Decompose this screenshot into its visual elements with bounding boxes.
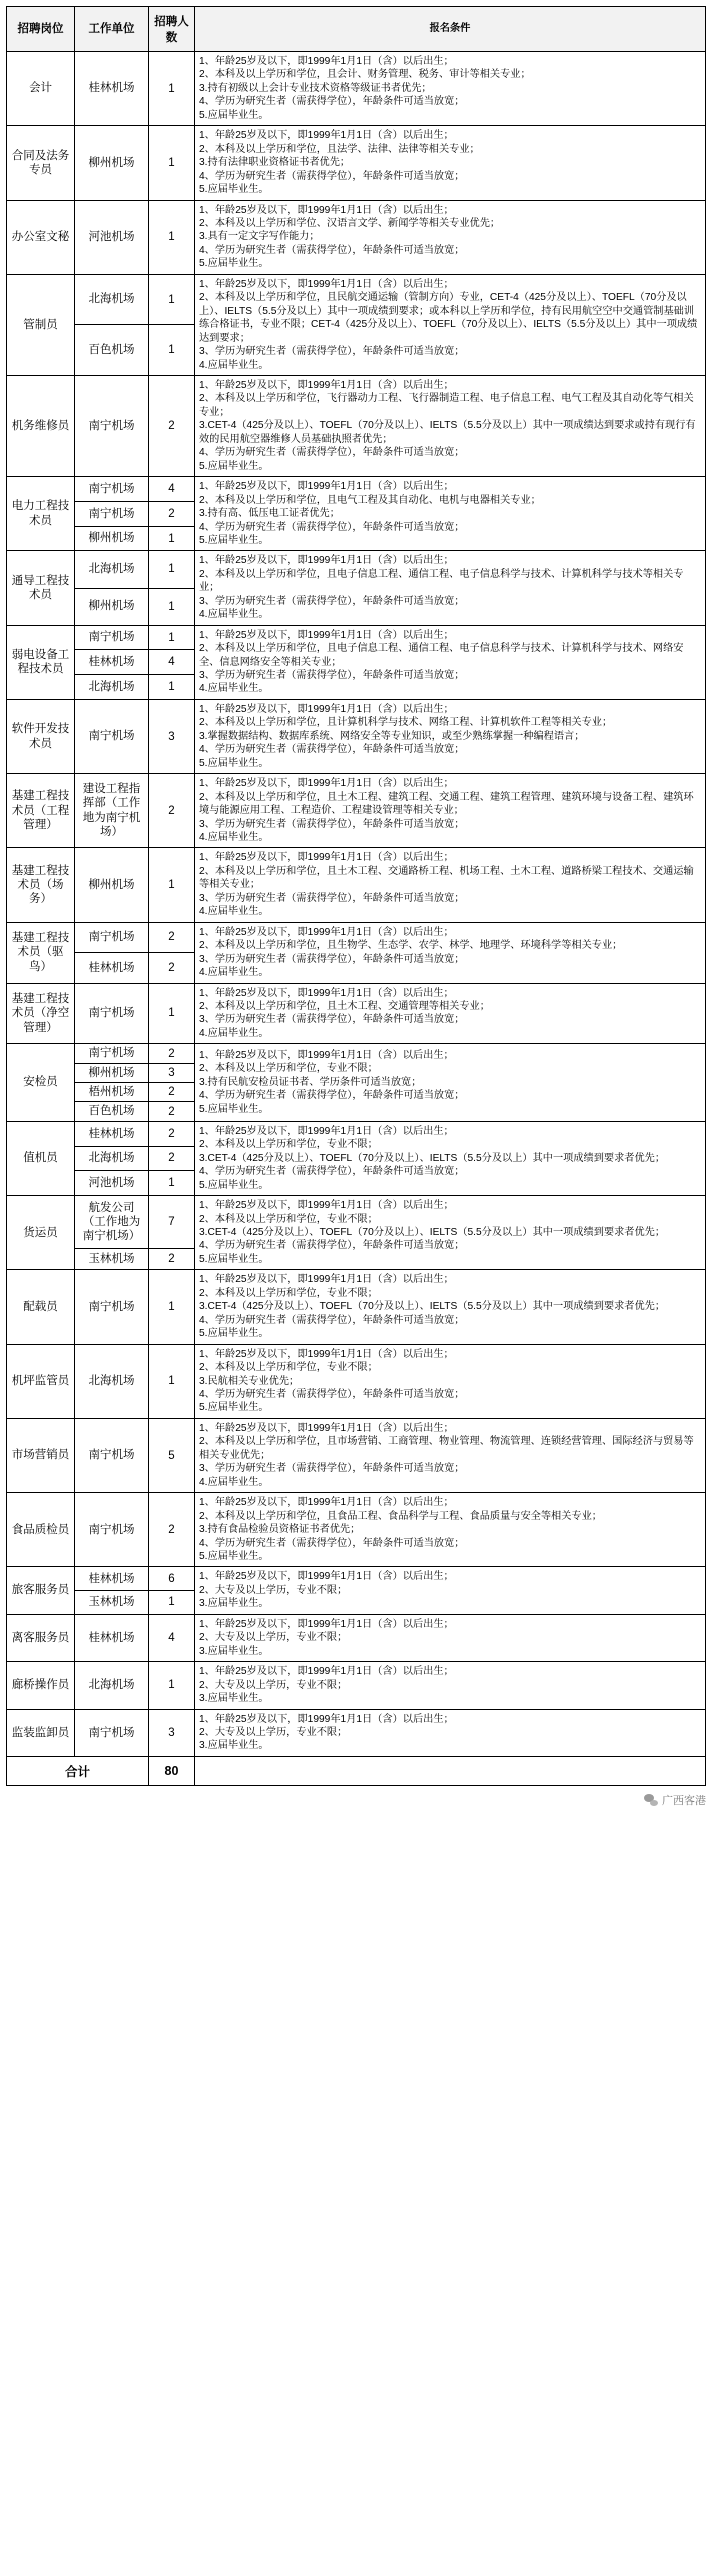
cell-unit: 梧州机场 — [75, 1083, 149, 1102]
cell-number: 1 — [149, 625, 195, 650]
table-row — [7, 1344, 706, 1418]
cell-unit: 南宁机场 — [75, 1709, 149, 1756]
cell-conditions: 1、年龄25岁及以下，即1999年1月1日（含）以后出生； 2、本科及以上学历和学位，且民航交通运输（管制方向）专业，CET-4（425分及以上）、TOEFL（70分及以上）、IELTS（5.5分及以上）其中一项成绩到要求；或本科以上学历和学位，持有民用航空空中交通管制基础训练合格证书，专业不限；CET-4（425分及以上）、TOEFL（70分及以上）、IELTS（5.5分及以上）其中一项成绩达到要求； 3、学历为研究生者（需获得学位），年龄条件可适当放宽； 4.应届毕业生。 — [195, 274, 706, 375]
cell-number: 1 — [149, 1344, 195, 1418]
table-row — [7, 1418, 706, 1492]
cell-unit: 柳州机场 — [75, 1063, 149, 1082]
cell-number: 7 — [149, 1196, 195, 1249]
cell-conditions: 1、年龄25岁及以下，即1999年1月1日（含）以后出生； 2、本科及以上学历和学位，专业不限； 3.CET-4（425分及以上）、TOEFL（70分及以上）、IELTS（5.5分及以上）其中一项成绩到要求者优先； 4、学历为研究生者（需获得学位），年龄条件可适当放宽； 5.应届毕业生。 — [195, 1270, 706, 1344]
cell-number: 2 — [149, 774, 195, 848]
cell-number: 2 — [149, 1102, 195, 1121]
cell-conditions: 1、年龄25岁及以下，即1999年1月1日（含）以后出生； 2、本科及以上学历和学位，专业不限； 3.CET-4（425分及以上）、TOEFL（70分及以上）、IELTS（5.5分及以上）其中一项成绩到要求者优先； 4、学历为研究生者（需获得学位），年龄条件可适当放宽； 5.应届毕业生。 — [195, 1121, 706, 1195]
cell-unit: 南宁机场 — [75, 375, 149, 476]
table-row — [7, 774, 706, 848]
cell-unit: 河池机场 — [75, 200, 149, 274]
cell-post: 基建工程技术员（净空管理） — [7, 983, 75, 1044]
cell-number: 1 — [149, 675, 195, 700]
cell-conditions: 1、年龄25岁及以下，即1999年1月1日（含）以后出生； 2、本科及以上学历和学位，飞行器动力工程、飞行器制造工程、电子信息工程、电气工程及其自动化等气相关专业； 3.CET-4（425分及以上）、TOEFL（70分及以上）、IELTS（5.5分及以上）其中一项成绩达到要求或持有现行有效的民用航空器维修人员基础执照者优先； 4、学历为研究生者（需获得学位），年龄条件可适当放宽； 5.应届毕业生。 — [195, 375, 706, 476]
table-row — [7, 1614, 706, 1661]
footer-watermark — [6, 1792, 706, 1808]
cell-number: 1 — [149, 200, 195, 274]
table-row — [7, 1121, 706, 1146]
cell-number: 1 — [149, 983, 195, 1044]
cell-unit: 桂林机场 — [75, 650, 149, 675]
cell-unit: 桂林机场 — [75, 953, 149, 983]
cell-conditions: 1、年龄25岁及以下，即1999年1月1日（含）以后出生； 2、本科及以上学历和学位，且计算机科学与技术、网络工程、计算机软件工程等相关专业； 3.掌握数据结构、数据库系统、网络安全等专业知识，或至少熟练掌握一种编程语言； 4、学历为研究生者（需获得学位），年龄条件可适当放宽； 5.应届毕业生。 — [195, 699, 706, 773]
cell-number: 1 — [149, 274, 195, 325]
table-row — [7, 1662, 706, 1709]
cell-unit: 玉林机场 — [75, 1591, 149, 1615]
cell-post: 安检员 — [7, 1044, 75, 1122]
cell-unit: 北海机场 — [75, 1662, 149, 1709]
cell-conditions: 1、年龄25岁及以下，即1999年1月1日（含）以后出生； 2、本科及以上学历和学位，且土木工程、交通路桥工程、机场工程、土木工程、道路桥梁工程技术、交通运输等相关专业； 3、学历为研究生者（需获得学位），年龄条件可适当放宽； 4.应届毕业生。 — [195, 848, 706, 922]
footer-label: 广西客港 — [662, 1794, 706, 1807]
cell-conditions: 1、年龄25岁及以下，即1999年1月1日（含）以后出生； 2、本科及以上学历和学位，专业不限； 3.CET-4（425分及以上）、TOEFL（70分及以上）、IELTS（5.5分及以上）其中一项成绩到要求者优先； 4、学历为研究生者（需获得学位），年龄条件可适当放宽； 5.应届毕业生。 — [195, 1196, 706, 1270]
cell-number: 1 — [149, 1591, 195, 1615]
cell-unit: 桂林机场 — [75, 1567, 149, 1591]
cell-post: 廊桥操作员 — [7, 1662, 75, 1709]
cell-post: 管制员 — [7, 274, 75, 375]
cell-conditions: 1、年龄25岁及以下，即1999年1月1日（含）以后出生； 2、本科及以上学历和学位，且法学、法律、法律等相关专业； 3.持有法律职业资格证书者优先； 4、学历为研究生者（需获得学位），年龄条件可适当放宽； 5.应届毕业生。 — [195, 126, 706, 200]
cell-unit: 南宁机场 — [75, 1270, 149, 1344]
cell-number: 2 — [149, 501, 195, 526]
table-row — [7, 1196, 706, 1249]
cell-unit: 柳州机场 — [75, 126, 149, 200]
cell-conditions: 1、年龄25岁及以下，即1999年1月1日（含）以后出生； 2、大专及以上学历，专业不限； 3.应届毕业生。 — [195, 1662, 706, 1709]
cell-conditions: 1、年龄25岁及以下，即1999年1月1日（含）以后出生； 2、本科及以上学历和学位，且会计、财务管理、税务、审计等相关专业； 3.持有初级以上会计专业技术资格等级证书者优先； 4、学历为研究生者（需获得学位），年龄条件可适当放宽； 5.应届毕业生。 — [195, 52, 706, 126]
cell-post: 监装监卸员 — [7, 1709, 75, 1756]
cell-unit: 玉林机场 — [75, 1249, 149, 1270]
cell-conditions: 1、年龄25岁及以下，即1999年1月1日（含）以后出生； 2、大专及以上学历，专业不限； 3.应届毕业生。 — [195, 1567, 706, 1614]
cell-unit: 南宁机场 — [75, 922, 149, 952]
cell-post: 配载员 — [7, 1270, 75, 1344]
cell-post: 会计 — [7, 52, 75, 126]
cell-number: 2 — [149, 1493, 195, 1567]
cell-post: 旅客服务员 — [7, 1567, 75, 1614]
cell-unit: 柳州机场 — [75, 848, 149, 922]
cell-unit: 桂林机场 — [75, 52, 149, 126]
cell-unit: 南宁机场 — [75, 477, 149, 502]
cell-unit: 南宁机场 — [75, 625, 149, 650]
cell-unit: 百色机场 — [75, 325, 149, 376]
table-row — [7, 1709, 706, 1756]
cell-post: 基建工程技术员（工程管理） — [7, 774, 75, 848]
table-row — [7, 551, 706, 588]
wechat-icon — [644, 1794, 658, 1806]
table-row — [7, 126, 706, 200]
total-row — [7, 1756, 706, 1785]
cell-post: 市场营销员 — [7, 1418, 75, 1492]
header-number: 招聘人数 — [149, 7, 195, 52]
cell-number: 6 — [149, 1567, 195, 1591]
table-row — [7, 477, 706, 502]
cell-unit: 河池机场 — [75, 1171, 149, 1196]
cell-conditions: 1、年龄25岁及以下，即1999年1月1日（含）以后出生； 2、本科及以上学历和学位，且市场营销、工商管理、物业管理、物流管理、连锁经营管理、国际经济与贸易等相关专业优先； 3、学历为研究生者（需获得学位），年龄条件可适当放宽； 4.应届毕业生。 — [195, 1418, 706, 1492]
cell-unit: 南宁机场 — [75, 1493, 149, 1567]
cell-conditions: 1、年龄25岁及以下，即1999年1月1日（含）以后出生； 2、本科及以上学历和学位，且电气工程及其自动化、电机与电器相关专业； 3.持有高、低压电工证者优先； 4、学历为研究生者（需获得学位），年龄条件可适当放宽； 5.应届毕业生。 — [195, 477, 706, 551]
total-blank — [195, 1756, 706, 1785]
cell-post: 食品质检员 — [7, 1493, 75, 1567]
cell-number: 3 — [149, 699, 195, 773]
cell-conditions: 1、年龄25岁及以下，即1999年1月1日（含）以后出生； 2、本科及以上学历和学位，且食品工程、食品科学与工程、食品质量与安全等相关专业； 3.持有食品检验员资格证书者优先； 4、学历为研究生者（需获得学位），年龄条件可适当放宽； 5.应届毕业生。 — [195, 1493, 706, 1567]
cell-unit: 北海机场 — [75, 551, 149, 588]
cell-conditions: 1、年龄25岁及以下，即1999年1月1日（含）以后出生； 2、大专及以上学历，专业不限； 3.应届毕业生。 — [195, 1614, 706, 1661]
cell-number: 1 — [149, 1171, 195, 1196]
cell-unit: 南宁机场 — [75, 1418, 149, 1492]
cell-number: 2 — [149, 1083, 195, 1102]
table-row — [7, 274, 706, 325]
cell-post: 值机员 — [7, 1121, 75, 1195]
cell-post: 通导工程技术员 — [7, 551, 75, 625]
header-post: 招聘岗位 — [7, 7, 75, 52]
cell-unit: 百色机场 — [75, 1102, 149, 1121]
cell-post: 软件开发技术员 — [7, 699, 75, 773]
cell-post: 机务维修员 — [7, 375, 75, 476]
cell-number: 4 — [149, 650, 195, 675]
cell-post: 离客服务员 — [7, 1614, 75, 1661]
cell-unit: 北海机场 — [75, 1146, 149, 1171]
cell-number: 2 — [149, 1121, 195, 1146]
cell-post: 办公室文秘 — [7, 200, 75, 274]
header-row — [7, 7, 706, 52]
cell-conditions: 1、年龄25岁及以下，即1999年1月1日（含）以后出生； 2、大专及以上学历，专业不限； 3.应届毕业生。 — [195, 1709, 706, 1756]
cell-number: 1 — [149, 1662, 195, 1709]
cell-unit: 建设工程指挥部（工作地为南宁机场） — [75, 774, 149, 848]
table-row — [7, 1044, 706, 1063]
cell-number: 1 — [149, 588, 195, 625]
recruitment-table — [6, 6, 706, 1786]
cell-post: 机坪监管员 — [7, 1344, 75, 1418]
table-header — [7, 7, 706, 52]
cell-post: 弱电设备工程技术员 — [7, 625, 75, 699]
table-row — [7, 52, 706, 126]
cell-unit: 柳州机场 — [75, 526, 149, 551]
cell-conditions: 1、年龄25岁及以下，即1999年1月1日（含）以后出生； 2、本科及以上学历和学位，专业不限； 3.民航相关专业优先； 4、学历为研究生者（需获得学位），年龄条件可适当放宽； 5.应届毕业生。 — [195, 1344, 706, 1418]
cell-number: 3 — [149, 1063, 195, 1082]
table-row — [7, 200, 706, 274]
cell-number: 2 — [149, 1044, 195, 1063]
cell-post: 电力工程技术员 — [7, 477, 75, 551]
cell-number: 1 — [149, 52, 195, 126]
cell-conditions: 1、年龄25岁及以下，即1999年1月1日（含）以后出生； 2、本科及以上学历和学位，且土木工程、交通管理等相关专业； 3、学历为研究生者（需获得学位），年龄条件可适当放宽； 4.应届毕业生。 — [195, 983, 706, 1044]
table-footer — [7, 1756, 706, 1785]
table-body — [7, 52, 706, 1757]
total-label: 合计 — [7, 1756, 149, 1785]
cell-unit: 航发公司（工作地为南宁机场） — [75, 1196, 149, 1249]
cell-unit: 柳州机场 — [75, 588, 149, 625]
cell-number: 5 — [149, 1418, 195, 1492]
cell-post: 基建工程技术员（驱鸟） — [7, 922, 75, 983]
cell-unit: 南宁机场 — [75, 1044, 149, 1063]
table-row — [7, 1567, 706, 1591]
table-row — [7, 983, 706, 1044]
cell-conditions: 1、年龄25岁及以下，即1999年1月1日（含）以后出生； 2、本科及以上学历和学位，专业不限； 3.持有民航安检员证书者、学历条件可适当放宽； 4、学历为研究生者（需获得学位），年龄条件可适当放宽； 5.应届毕业生。 — [195, 1044, 706, 1122]
table-row — [7, 848, 706, 922]
cell-number: 3 — [149, 1709, 195, 1756]
cell-number: 2 — [149, 1146, 195, 1171]
cell-number: 4 — [149, 477, 195, 502]
cell-unit: 北海机场 — [75, 675, 149, 700]
cell-unit: 南宁机场 — [75, 983, 149, 1044]
cell-unit: 南宁机场 — [75, 699, 149, 773]
cell-number: 4 — [149, 1614, 195, 1661]
cell-conditions: 1、年龄25岁及以下，即1999年1月1日（含）以后出生； 2、本科及以上学历和学位，且电子信息工程、通信工程、电子信息科学与技术、计算机科学与技术、网络安全、信息网络安全等相关专业； 3、学历为研究生者（需获得学位），年龄条件可适当放宽； 4.应届毕业生。 — [195, 625, 706, 699]
cell-unit: 南宁机场 — [75, 501, 149, 526]
header-conditions: 报名条件 — [195, 7, 706, 52]
total-value: 80 — [149, 1756, 195, 1785]
header-unit: 工作单位 — [75, 7, 149, 52]
cell-conditions: 1、年龄25岁及以下，即1999年1月1日（含）以后出生； 2、本科及以上学历和学位，且生物学、生态学、农学、林学、地理学、环境科学等相关专业； 3、学历为研究生者（需获得学位），年龄条件可适当放宽； 4.应届毕业生。 — [195, 922, 706, 983]
table-row — [7, 375, 706, 476]
cell-conditions: 1、年龄25岁及以下，即1999年1月1日（含）以后出生； 2、本科及以上学历和学位，且土木工程、建筑工程、交通工程、建筑工程管理、建筑环境与设备工程、建筑环境与能源应用工程、工程造价、工程建设管理等相关专业； 3、学历为研究生者（需获得学位），年龄条件可适当放宽； 4.应届毕业生。 — [195, 774, 706, 848]
cell-number: 1 — [149, 551, 195, 588]
cell-post: 货运员 — [7, 1196, 75, 1270]
cell-post: 基建工程技术员（场务） — [7, 848, 75, 922]
cell-conditions: 1、年龄25岁及以下，即1999年1月1日（含）以后出生； 2、本科及以上学历和学位、汉语言文学、新闻学等相关专业优先； 3.具有一定文字写作能力； 4、学历为研究生者（需获得学位），年龄条件可适当放宽； 5.应届毕业生。 — [195, 200, 706, 274]
table-row — [7, 699, 706, 773]
cell-unit: 桂林机场 — [75, 1121, 149, 1146]
cell-number: 2 — [149, 1249, 195, 1270]
cell-unit: 北海机场 — [75, 1344, 149, 1418]
cell-unit: 北海机场 — [75, 274, 149, 325]
cell-number: 2 — [149, 922, 195, 952]
cell-conditions: 1、年龄25岁及以下，即1999年1月1日（含）以后出生； 2、本科及以上学历和学位，且电子信息工程、通信工程、电子信息科学与技术、计算机科学与技术等相关专业； 3、学历为研究生者（需获得学位），年龄条件可适当放宽； 4.应届毕业生。 — [195, 551, 706, 625]
cell-number: 2 — [149, 375, 195, 476]
cell-number: 1 — [149, 126, 195, 200]
cell-unit: 桂林机场 — [75, 1614, 149, 1661]
cell-number: 1 — [149, 325, 195, 376]
cell-post: 合同及法务专员 — [7, 126, 75, 200]
table-row — [7, 1493, 706, 1567]
table-row — [7, 625, 706, 650]
table-row — [7, 1270, 706, 1344]
cell-number: 2 — [149, 953, 195, 983]
table-row — [7, 922, 706, 952]
cell-number: 1 — [149, 848, 195, 922]
cell-number: 1 — [149, 1270, 195, 1344]
cell-number: 1 — [149, 526, 195, 551]
